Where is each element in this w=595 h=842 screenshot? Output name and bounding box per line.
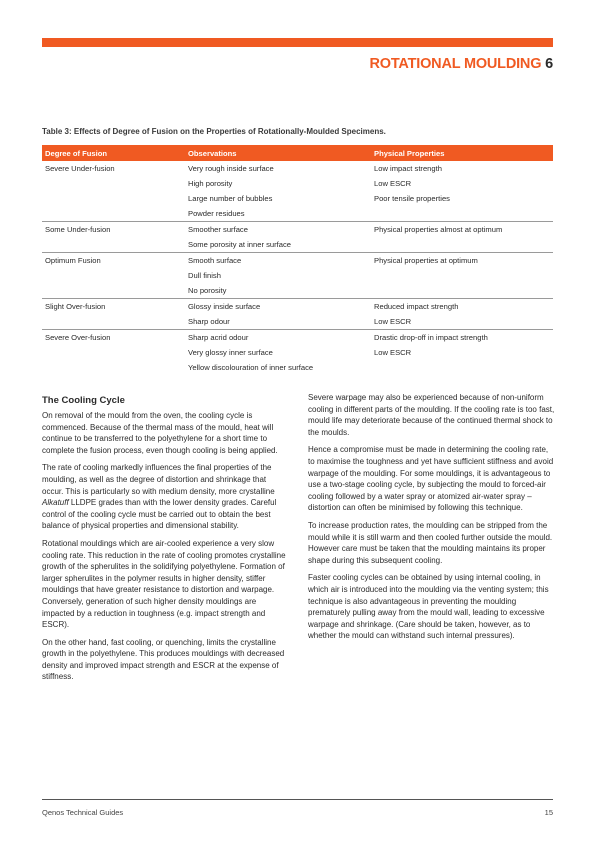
table-row (42, 360, 553, 375)
cell-physical-property (371, 283, 553, 299)
table-header-row (42, 145, 553, 161)
table-caption: Table 3: Effects of Degree of Fusion on the Properties of Rotationally-Moulded Specimens. (42, 127, 386, 136)
table-row (42, 283, 553, 299)
table-row (42, 161, 553, 176)
cell-observation: No porosity (188, 286, 227, 295)
cell-observation: High porosity (188, 179, 233, 188)
section-title (369, 56, 553, 72)
cell-physical-property (371, 237, 553, 253)
cell-observation: Very rough inside surface (188, 164, 274, 173)
cell-observation: Large number of bubbles (188, 194, 273, 203)
header-observations: Observations (185, 145, 371, 161)
table-row (42, 191, 553, 206)
cell-observation: Smooth surface (185, 253, 371, 269)
left-column (42, 395, 288, 689)
footer-publication: Qenos Technical Guides (42, 808, 124, 817)
table-row (42, 253, 553, 269)
cell-physical-property: Low impact strength (374, 164, 442, 173)
cell-observation: Yellow discolouration of inner surface (188, 363, 314, 372)
header-degree-of-fusion: Degree of Fusion (42, 145, 185, 161)
table-row (42, 206, 553, 222)
section-title-text: ROTATIONAL MOULDING (369, 56, 542, 72)
right-column (308, 392, 555, 648)
cell-degree-of-fusion (42, 345, 185, 360)
paragraph: Severe warpage may also be experienced because of non-uniform cooling in different parts of the moulding. If the cooling rate is too fast, mould life may deteriorate because of the continued thermal shock to the moulds. (308, 393, 555, 437)
cell-physical-property: Poor tensile properties (374, 194, 450, 203)
table-row (42, 345, 553, 360)
brand-name: Alkatuff (42, 498, 69, 508)
footer-divider (42, 799, 553, 800)
cell-degree-of-fusion (42, 206, 185, 222)
cell-degree-of-fusion: Severe Over-fusion (42, 330, 185, 346)
cell-degree-of-fusion (42, 314, 185, 330)
cell-physical-property: Drastic drop-off in impact strength (371, 330, 553, 346)
table-body (42, 161, 553, 375)
cell-degree-of-fusion (42, 237, 185, 253)
header-physical-properties: Physical Properties (371, 145, 553, 161)
cell-observation: Dull finish (188, 271, 221, 280)
table-row (42, 330, 553, 346)
table-row (42, 314, 553, 330)
paragraph: To increase production rates, the moulding can be stripped from the mould while it is still warm and then cooled further outside the mould. However care must be taken that the moulding maintains its proper shape during this subsequent cooling. (308, 520, 553, 565)
cell-degree-of-fusion: Optimum Fusion (42, 253, 185, 269)
cell-degree-of-fusion (42, 283, 185, 299)
paragraph: On the other hand, fast cooling, or quenching, limits the crystalline growth in the polyethylene. This produces mouldings with decreased density and improved impact strength and ESCR at the expense of stiffness. (42, 637, 285, 682)
cell-physical-property: Physical properties almost at optimum (371, 222, 553, 238)
cell-observation: Very glossy inner surface (188, 348, 273, 357)
table-row (42, 237, 553, 253)
header-accent-bar (42, 38, 553, 47)
cell-physical-property: Low ESCR (374, 179, 412, 188)
cell-physical-property: Low ESCR (374, 317, 412, 326)
paragraph: Hence a compromise must be made in determining the cooling rate, to maximise the toughness and yet have sufficient stiffness and avoid warpage of the moulding. For some mouldings, it is advantageous to use a two-stage cooling cycle, by subjecting the mould to forced-air cooling followed by a water spray or atomized air-water spray – distortion can often be minimised by following this technique. (308, 445, 554, 513)
paragraph: Rotational mouldings which are air-cooled experience a very slow cooling rate. This reduction in the rate of cooling promotes crystalline growth of the spherulites in the solidifying polyethylene. Formation of larger spherulites in the polymer results in higher density, stiffer mouldings that have greater resistance to distortion and warpage. Conversely, generation of such higher density mouldings are impacted by a reduction in toughness (e.g. impact strength and ESCR). (42, 538, 286, 630)
table-row (42, 222, 553, 238)
cell-physical-property (371, 268, 553, 283)
cell-degree-of-fusion (42, 268, 185, 283)
cell-degree-of-fusion: Severe Under-fusion (45, 164, 115, 173)
paragraph: Faster cooling cycles can be obtained by using internal cooling, in which air is introduced into the moulding via the venting system; this technique is also advantageous in preventing the moulding prematurely pulling away from the mould wall, leading to excessive warpage and shrinkage. (Care should be taken, however, as to whether the mould can withstand such internal pressures). (308, 573, 549, 641)
cell-observation: Sharp odour (188, 317, 230, 326)
cell-observation: Some porosity at inner surface (188, 240, 291, 249)
cell-physical-property: Reduced impact strength (371, 299, 553, 315)
fusion-properties-table (42, 145, 553, 375)
section-heading: The Cooling Cycle (42, 395, 125, 406)
cell-degree-of-fusion (42, 191, 185, 206)
table-row (42, 299, 553, 315)
paragraph: On removal of the mould from the oven, the cooling cycle is commenced. Because of the thermal mass of the mould, heat will continue to be transferred to the polyethylene for a short time to complete the fusion process, even though cooling is being applied. (42, 411, 278, 455)
cell-physical-property (371, 206, 553, 222)
cell-observation: Glossy inside surface (185, 299, 371, 315)
cell-physical-property: Physical properties at optimum (371, 253, 553, 269)
cell-observation: Powder residues (188, 209, 245, 218)
cell-degree-of-fusion: Slight Over-fusion (42, 299, 185, 315)
cell-physical-property (371, 360, 553, 375)
cell-degree-of-fusion (42, 360, 185, 375)
chapter-number: 6 (545, 56, 553, 72)
paragraph: The rate of cooling markedly influences the final properties of the moulding, as well as the degree of distortion and shrinkage that occur. This is particularly so with medium density, more crystalline Alkatuff LLDPE grades than with the lower density grades. Careful control of the cooling cycle must be carried out to obtain the best balance of physical properties and dimensional stability. (42, 463, 277, 531)
table-row (42, 176, 553, 191)
cell-degree-of-fusion (42, 176, 185, 191)
page-number: 15 (544, 808, 553, 817)
table-row (42, 268, 553, 283)
cell-observation: Sharp acrid odour (185, 330, 371, 346)
cell-observation: Smoother surface (185, 222, 371, 238)
cell-physical-property: Low ESCR (374, 348, 412, 357)
cell-degree-of-fusion: Some Under-fusion (42, 222, 185, 238)
